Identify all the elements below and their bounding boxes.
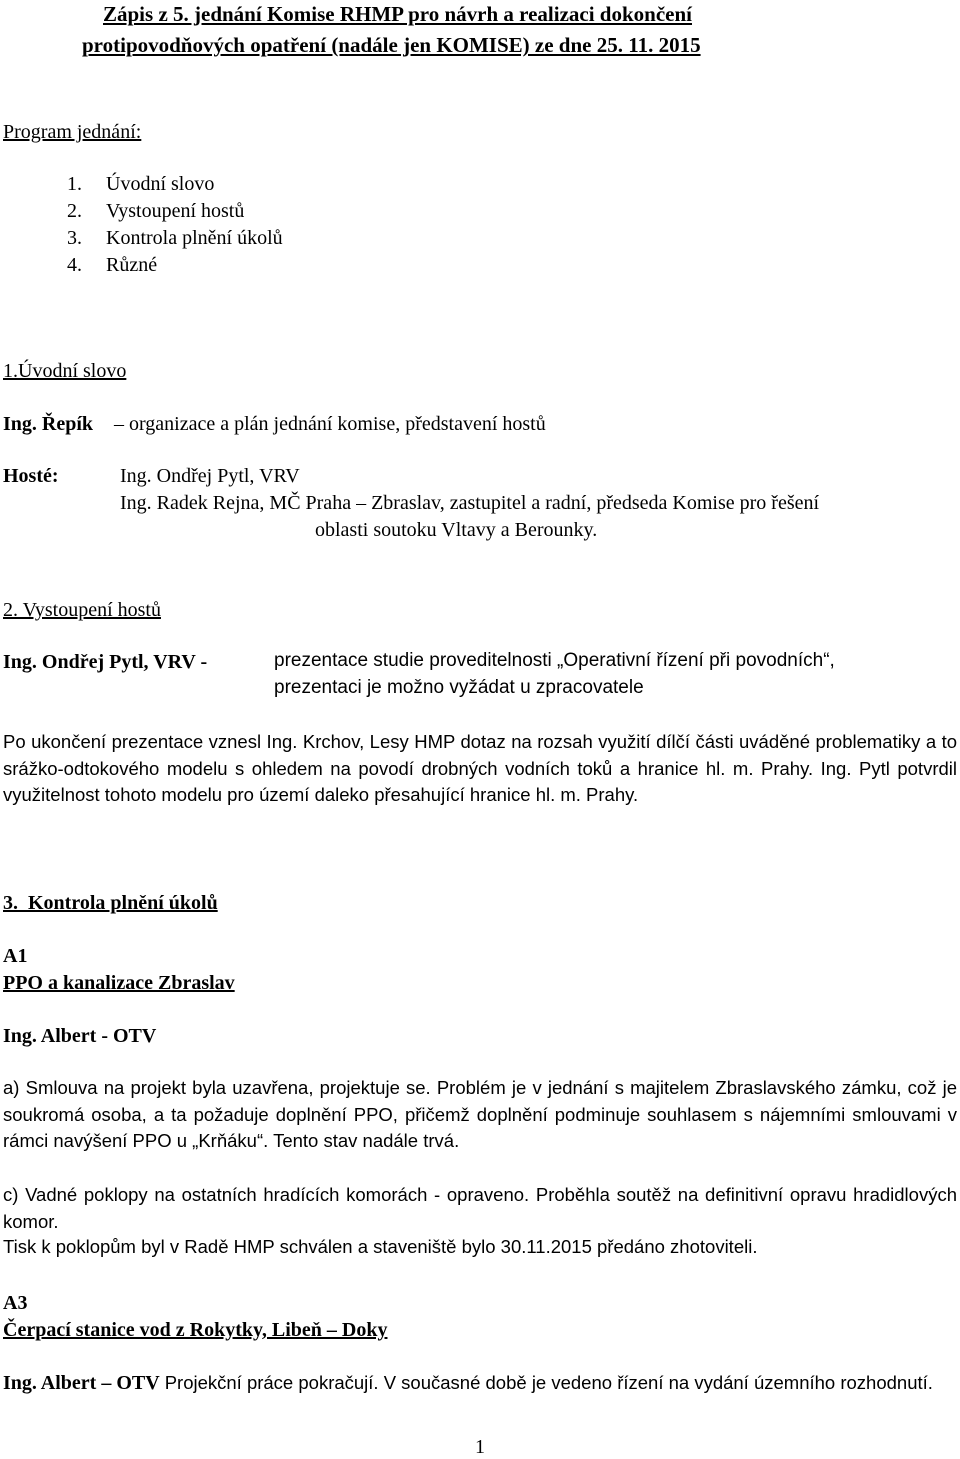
task-a1-paragraph-c bbox=[3, 1182, 957, 1235]
task-a1-person: Ing. Albert - OTV bbox=[3, 1025, 157, 1047]
task-a1-paragraph-c-text: c) Vadné poklopy na ostatních hradících komorách - opraveno. Proběhla soutěž na definitivní opravu hradidlových komor. bbox=[3, 1184, 957, 1232]
presentation-desc-line1: prezentace studie proveditelnosti „Operativní řízení při povodních“, bbox=[274, 650, 835, 671]
section1-speaker-text: – organizace a plán jednání komise, představení hostů bbox=[114, 413, 546, 435]
task-a3-paragraph bbox=[3, 1370, 957, 1397]
task-a3-text: Projekční práce pokračují. V současné době je vedeno řízení na vydání územního rozhodnutí. bbox=[164, 1372, 933, 1393]
program-item-number: 4. bbox=[67, 254, 82, 276]
program-item-number: 2. bbox=[67, 200, 82, 222]
task-a3-title: Čerpací stanice vod z Rokytky, Libeň – Doky bbox=[3, 1319, 388, 1341]
program-item-number: 3. bbox=[67, 227, 82, 249]
program-item-label: Různé bbox=[106, 254, 158, 276]
doc-title-line1: Zápis z 5. jednání Komise RHMP pro návrh a realizaci dokončení bbox=[103, 2, 692, 26]
guest-2-line1: Ing. Radek Rejna, MČ Praha – Zbraslav, zastupitel a radní, předseda Komise pro řešení bbox=[120, 492, 820, 514]
program-item-label: Vystoupení hostů bbox=[106, 200, 245, 222]
program-item-number: 1. bbox=[67, 173, 82, 195]
guest-2-line2: oblasti soutoku Vltavy a Berounky. bbox=[315, 519, 598, 541]
program-heading: Program jednání: bbox=[3, 121, 142, 143]
task-a3-person: Ing. Albert – OTV bbox=[3, 1372, 160, 1394]
doc-title-line2: protipovodňových opatření (nadále jen KOMISE) ze dne 25. 11. 2015 bbox=[82, 33, 701, 57]
page-number: 1 bbox=[475, 1436, 485, 1458]
guests-label: Hosté: bbox=[3, 465, 59, 487]
section3-heading: 3. Kontrola plnění úkolů bbox=[3, 892, 218, 914]
task-a3-code: A3 bbox=[3, 1292, 28, 1314]
program-item-label: Kontrola plnění úkolů bbox=[106, 227, 283, 249]
section2-speaker: Ing. Ondřej Pytl, VRV - bbox=[3, 651, 208, 673]
task-a1-title: PPO a kanalizace Zbraslav bbox=[3, 972, 235, 994]
section2-heading: 2. Vystoupení hostů bbox=[3, 599, 161, 621]
section1-speaker: Ing. Řepík bbox=[3, 413, 94, 435]
program-item-label: Úvodní slovo bbox=[106, 173, 215, 195]
presentation-desc-line2: prezentaci je možno vyžádat u zpracovatele bbox=[274, 677, 644, 698]
task-a1-tisk: Tisk k poklopům byl v Radě HMP schválen a staveniště bylo 30.11.2015 předáno zhotoviteli. bbox=[3, 1236, 758, 1257]
section2-paragraph-text: Po ukončení prezentace vznesl Ing. Krchov, Lesy HMP dotaz na rozsah využití dílčí části uváděné problematiky a to srážko-odtokového modelu s ohledem na povodí drobných vodních toků a hranice hl. m. Prahy. Ing. Pytl potvrdil využitelnost tohoto modelu pro území daleko přesahující hranice hl. m. Prahy. bbox=[3, 731, 957, 805]
section2-paragraph bbox=[3, 729, 957, 809]
task-a1-code: A1 bbox=[3, 945, 28, 967]
task-a1-paragraph-a-text: a) Smlouva na projekt byla uzavřena, projektuje se. Problém je v jednání s majitelem Zbraslavského zámku, což je soukromá osoba, a ta požaduje doplnění PPO, přičemž doplnění podminuje souhlasem s nájemními smlouvami v rámci navýšení PPO u „Krňáku“. Tento stav nadále trvá. bbox=[3, 1077, 957, 1151]
task-a1-paragraph-a bbox=[3, 1075, 957, 1155]
guest-1: Ing. Ondřej Pytl, VRV bbox=[120, 465, 300, 487]
section1-heading: 1.Úvodní slovo bbox=[3, 360, 127, 382]
